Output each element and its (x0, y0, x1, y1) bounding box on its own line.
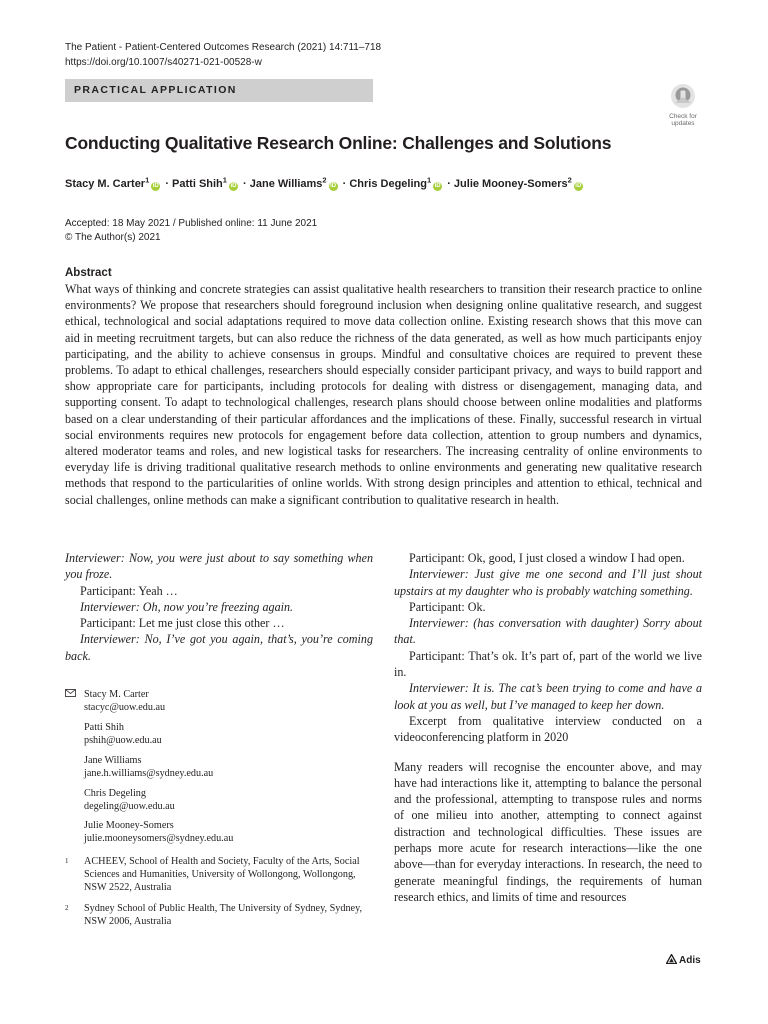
author-affiliation-marker: 2 (567, 175, 572, 185)
contact-name: Chris Degeling (84, 788, 146, 799)
orcid-icon[interactable]: iD (330, 183, 337, 189)
contact-email[interactable]: jane.h.williams@sydney.edu.au (84, 768, 214, 780)
section-banner: PRACTICAL APPLICATION (65, 79, 373, 102)
check-for-updates-badge[interactable] (663, 83, 703, 127)
dialogue-line: Participant: Yeah … (80, 583, 178, 598)
contact-name: Stacy M. Carter (84, 689, 149, 700)
orcid-icon[interactable]: iD (230, 183, 237, 189)
author-separator: · (239, 178, 250, 190)
affiliation-text: Sydney School of Public Health, The University of Sydney, Sydney, NSW 2006, Australia (84, 903, 363, 928)
dialogue-line: Participant: Ok, good, I just closed a window I had open. (409, 551, 685, 565)
author-name[interactable]: Patti Shih (172, 178, 223, 190)
author-list (65, 175, 585, 191)
dialogue-line: Interviewer: Now, you were just about to say something when you froze. (65, 551, 373, 582)
author-affiliation-marker: 1 (145, 175, 150, 185)
contact-entry (84, 688, 374, 714)
check-for-updates-line1: Check for (669, 113, 697, 120)
contact-name: Patti Shih (84, 722, 124, 733)
contact-email[interactable]: stacyc@uow.edu.au (84, 702, 166, 714)
contact-entry (84, 754, 374, 780)
check-for-updates-line2: updates (671, 120, 695, 127)
author-affiliation-marker: 1 (426, 175, 432, 185)
affiliation-number: 1 (65, 857, 69, 865)
contact-name: Jane Williams (84, 755, 142, 766)
affiliation-number: 2 (65, 904, 69, 912)
dialogue-line: Interviewer: (has conversation with daughter) Sorry about that. (394, 616, 702, 647)
author-name[interactable]: Stacy M. Carter (65, 178, 146, 190)
orcid-icon[interactable]: iD (575, 183, 582, 189)
accepted-published-dates: Accepted: 18 May 2021 / Published online: 11 June 2021 (65, 218, 318, 229)
dialogue-line: Participant: That’s ok. It’s part of, part of the world we live in. (394, 648, 702, 680)
author-separator: · (162, 178, 173, 190)
author-name[interactable]: Julie Mooney-Somers (453, 178, 568, 190)
affiliation-text: ACHEEV, School of Health and Society, Faculty of the Arts, Social Sciences and Humanities, University of Wollongong, Wollongong, NSW 2522, Australia (84, 856, 360, 894)
author-affiliation-marker: 1 (222, 175, 227, 185)
contact-email[interactable]: pshih@uow.edu.au (84, 735, 162, 747)
publisher-name: Adis (679, 955, 701, 966)
check-for-updates-icon (670, 83, 696, 109)
author-name[interactable]: Jane Williams (249, 178, 323, 190)
affiliations (65, 855, 373, 935)
dialogue-line: Participant: Let me just close this other … (80, 616, 285, 631)
author-separator: · (444, 178, 454, 190)
contact-name: Julie Mooney-Somers (84, 820, 174, 831)
author-separator: · (339, 178, 350, 190)
paragraph-gap (394, 746, 702, 759)
adis-logo-icon (666, 954, 677, 964)
author-affiliation-marker: 2 (322, 175, 327, 185)
abstract-heading: Abstract (65, 267, 112, 279)
journal-header (65, 40, 381, 70)
dialogue-line: Interviewer: It is. The cat’s been trying to come and have a look at you as well, but I’ve managed to keep her down. (394, 681, 702, 712)
contact-entry (84, 787, 374, 813)
orcid-icon[interactable]: iD (152, 183, 159, 189)
left-column-dialogue (65, 550, 373, 664)
abstract-text: What ways of thinking and concrete strategies can assist qualitative health researchers to transition their research practice to online environments? We propose that researchers should foreground inclusion when designing online qualitative research, and suggest ethical, technological and social adaptations required to move data collection online. Existing research shows that this move can aid in meeting recruitment targets, but can also reduce the richness of the data generated, as well as how much participants enjoy participating, and the ability to achieve consensus in groups. Mindful and consultative choices are required to prevent these problems. To adapt to ethical challenges, researchers should especially consider participant privacy, and ways to build rapport and show appropriate care for participants, including protocols for dealing with distress or disengagement, managing data, and supporting consent. To adapt to technological challenges, research plans should choose between online modalities and platforms based on a clear understanding of their particular affordances and the implications of these. Finally, successful research in virtual social environments requires new protocols for engagement before data collection, attention to group numbers and dynamics, altered moderator teams and roles, and new logistical tasks for researchers. The increasing centrality of online environments to everyday life is driving traditional qualitative research methods to online environments and generating new qualitative research methods that respond to the particularities of online worlds. With strong design principles and attention to ethical, technical and social challenges, online methods can make a significant contribution to qualitative research in health. (65, 282, 702, 507)
publisher-logo (666, 954, 701, 966)
orcid-icon[interactable]: iD (434, 183, 441, 189)
dialogue-line: Interviewer: Oh, now you’re freezing again. (80, 599, 294, 614)
dialogue-line: Interviewer: No, I’ve got you again, that’s, you’re coming back. (65, 632, 373, 663)
contact-email[interactable]: julie.mooneysomers@sydney.edu.au (84, 833, 234, 845)
dialogue-line: Participant: Ok. (409, 599, 486, 614)
right-column (394, 550, 702, 905)
body-paragraph: Many readers will recognise the encounter above, and may have had interactions like it, attempting to balance the personal and the professional, attempting to transpose rules and norms of one milieu into another, attempting to connect against distraction and technological difficulties. These issues are perhaps more acute for research interactions—like the one above—than for everyday interactions. In research, the need to generate meaningful findings, the requirements of human research ethics, and limits of time and resources (394, 759, 702, 904)
contact-entry (84, 819, 374, 845)
dialogue-line: Interviewer: Just give me one second and I’ll just shout upstairs at my daughter who is probably watching something. (394, 567, 702, 598)
journal-citation: The Patient - Patient-Centered Outcomes Research (2021) 14:711–718 (65, 42, 382, 53)
article-title: Conducting Qualitative Research Online: Challenges and Solutions (65, 133, 612, 153)
author-name[interactable]: Chris Degeling (349, 178, 427, 190)
corresponding-contacts (65, 688, 373, 848)
copyright-line: © The Author(s) 2021 (65, 232, 161, 243)
doi-link[interactable]: https://doi.org/10.1007/s40271-021-00528-w (65, 57, 262, 68)
contact-entry (84, 721, 374, 747)
contact-email[interactable]: degeling@uow.edu.au (84, 801, 175, 813)
publication-dates (65, 217, 317, 245)
envelope-icon (65, 689, 76, 697)
excerpt-caption: Excerpt from qualitative interview conducted on a videoconferencing platform in 2020 (394, 713, 702, 745)
